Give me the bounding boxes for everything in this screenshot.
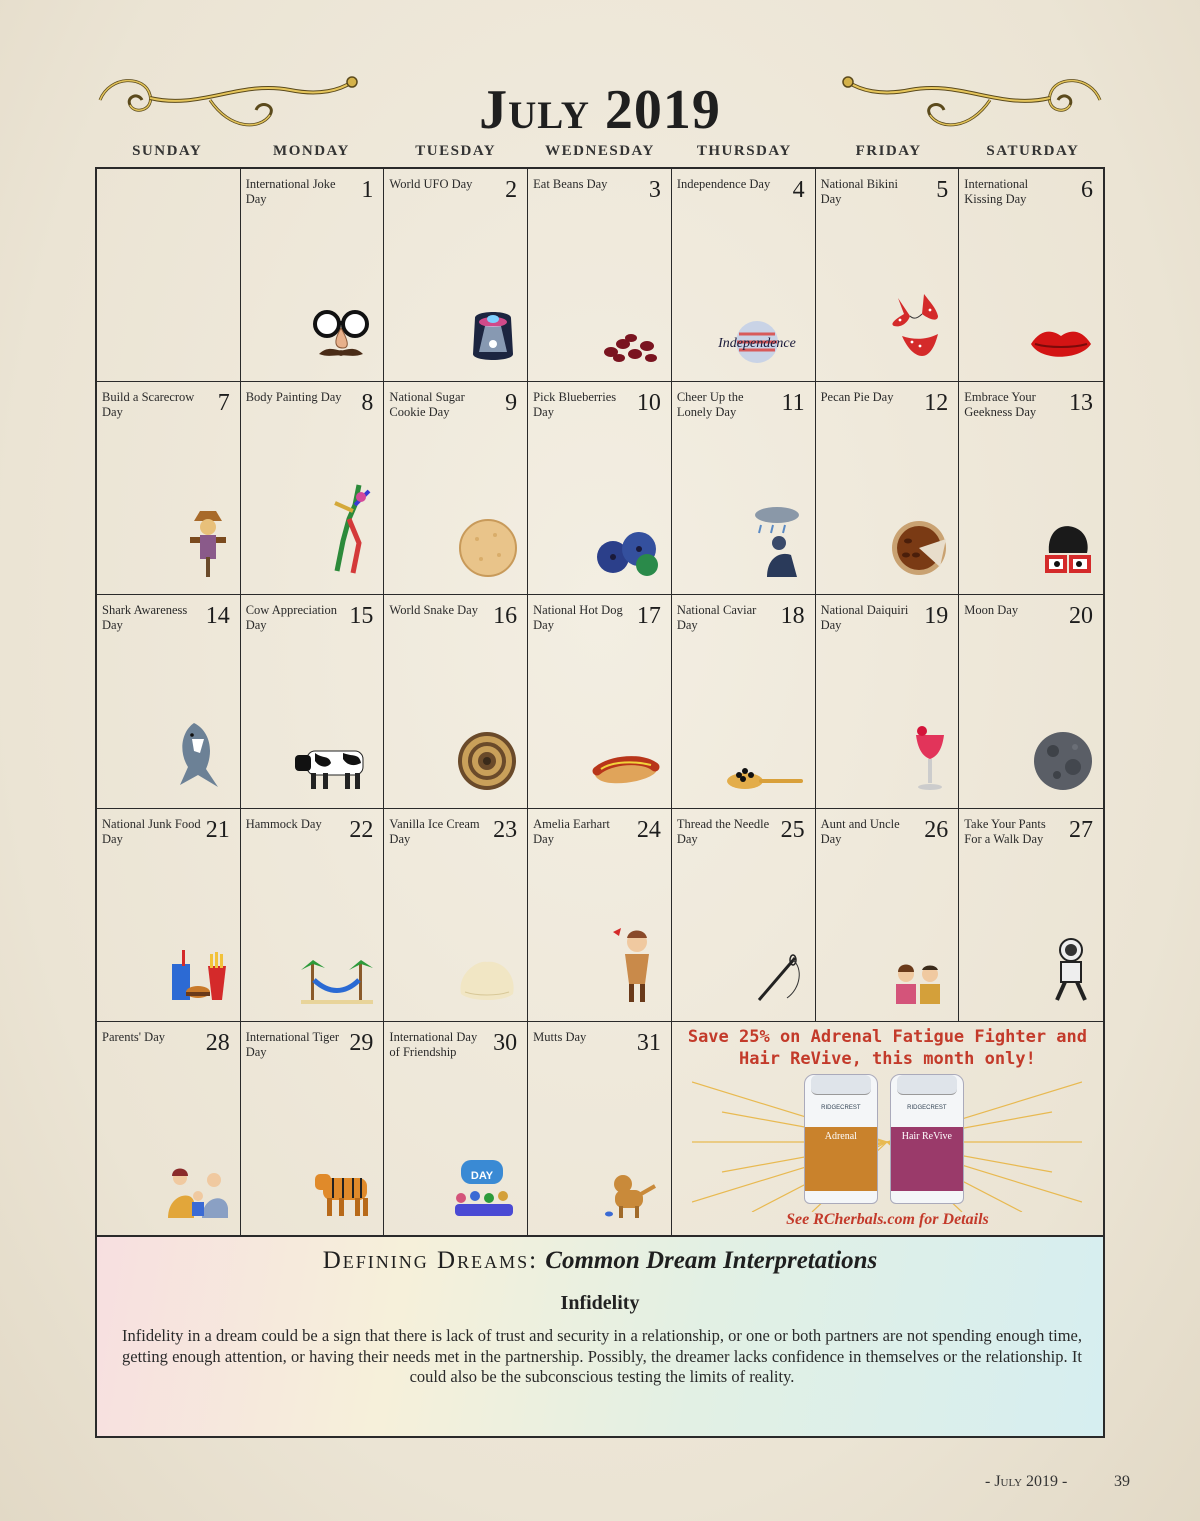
holiday-label: Thread the Needle Day (676, 816, 770, 846)
day-number: 19 (924, 603, 949, 630)
friendship-group-icon (451, 1158, 517, 1223)
day-cell-6 (959, 169, 1103, 382)
holiday-label: National Hot Dog Day (533, 603, 623, 633)
holiday-label: Pecan Pie Day (820, 390, 894, 405)
day-number: 26 (924, 816, 949, 843)
dream-body-text: Infidelity in a dream could be a sign that there is lack of trust and security in a relationship, or one or both partners are not spending enough time, getting enough attention, or having their needs met in the partnership. Possibly, the dreamer lacks confidence in themselves or the relationship. It could also be the subconscious testing the limits of reality. (122, 1326, 1082, 1386)
pecan-pie-icon (890, 519, 948, 582)
day-number: 15 (349, 603, 374, 630)
holiday-label: Cheer Up the Lonely Day (676, 390, 744, 420)
bottle-cap (811, 1075, 871, 1095)
cow-icon (293, 743, 373, 796)
day-number: 29 (349, 1029, 374, 1056)
day-cell-18 (672, 595, 816, 808)
day-number: 21 (205, 816, 230, 843)
day-number: 25 (780, 816, 805, 843)
day-cell-26 (816, 809, 960, 1022)
day-cell-21 (97, 809, 241, 1022)
bikini-icon (884, 290, 948, 369)
day-number: 3 (648, 177, 661, 203)
weekday-monday: MONDAY (273, 143, 350, 159)
promo-headline: Save 25% on Adrenal Fatigue Fighter and Hair ReVive, this month only! (687, 1026, 1087, 1069)
day-cell-2 (384, 169, 528, 382)
dream-title-sub: Common Dream Interpretations (545, 1247, 878, 1274)
holiday-label: Mutts Day (533, 1029, 587, 1044)
running-footer (985, 1473, 1067, 1491)
day-cell-28 (97, 1022, 241, 1235)
holiday-label: Embrace Your Geekness Day (964, 390, 1037, 420)
day-number: 5 (936, 177, 949, 203)
day-number: 27 (1068, 816, 1093, 843)
day-cell-11 (672, 382, 816, 595)
daiquiri-glass-icon (912, 721, 948, 796)
weekday-saturday: SATURDAY (986, 143, 1080, 159)
holiday-label: International Joke Day (245, 177, 336, 206)
weekday-header-row (95, 143, 1105, 167)
day-cell-30 (384, 1022, 528, 1235)
weekday-sunday: SUNDAY (132, 143, 203, 159)
day-cell-22 (241, 809, 385, 1022)
adrenal-label (805, 1127, 877, 1191)
holiday-label: International Kissing Day (964, 177, 1029, 206)
weekday-tuesday: TUESDAY (415, 143, 497, 159)
weekday-wednesday: WEDNESDAY (545, 143, 655, 159)
day-cell-27 (959, 809, 1103, 1022)
day-cell-24 (528, 809, 672, 1022)
bottle-brand: RIDGECREST (907, 1104, 947, 1111)
promo-advertisement (672, 1022, 1103, 1235)
bottle-brand: RIDGECREST (821, 1104, 861, 1111)
day-cell-20 (959, 595, 1103, 808)
holiday-label: Amelia Earhart Day (533, 816, 610, 846)
weekday-thursday: THURSDAY (696, 143, 792, 159)
independence-day-badge-icon (709, 320, 805, 369)
holiday-label: World Snake Day (389, 603, 478, 618)
disguise-glasses-icon (309, 308, 373, 369)
day-number: 10 (636, 390, 661, 417)
adrenal-bottle-icon (804, 1074, 878, 1204)
day-cell-19 (816, 595, 960, 808)
astronaut-walking-icon (1049, 938, 1093, 1009)
holiday-label: Moon Day (964, 603, 1019, 618)
tiger-icon (313, 1168, 373, 1223)
empty-day-cell (97, 169, 241, 382)
day-number: 23 (493, 816, 518, 843)
hair-revive-label (891, 1127, 963, 1191)
dream-topic: Infidelity (560, 1292, 640, 1314)
day-cell-5 (816, 169, 960, 382)
sad-person-rain-cloud-icon (751, 507, 805, 582)
holiday-label: Aunt and Uncle Day (820, 816, 900, 846)
ufo-icon (469, 308, 517, 369)
day-number: 11 (781, 390, 805, 417)
svg-text:Independence: Independence (717, 336, 796, 352)
needle-thread-icon (755, 948, 805, 1009)
dream-interpretation-box (95, 1237, 1105, 1438)
adrenal-product-name: Adrenal (824, 1130, 857, 1142)
day-number: 22 (349, 816, 374, 843)
day-cell-31 (528, 1022, 672, 1235)
coiled-snake-icon (457, 731, 517, 796)
hammock-palms-icon (301, 954, 373, 1009)
day-cell-15 (241, 595, 385, 808)
day-cell-12 (816, 382, 960, 595)
holiday-label: National Junk Food Day (102, 816, 201, 846)
holiday-label: International Day of Friendship (389, 1029, 478, 1059)
day-number: 8 (361, 390, 374, 417)
sunburst-graphic (692, 1062, 1082, 1212)
day-number: 30 (493, 1029, 518, 1056)
day-number: 14 (205, 603, 230, 630)
holiday-label: National Bikini Day (820, 177, 898, 206)
holiday-label: Cow Appreciation Day (245, 603, 338, 633)
aviator-icon (611, 924, 661, 1009)
dog-icon (605, 1172, 661, 1223)
day-cell-8 (241, 382, 385, 595)
blueberries-icon (595, 527, 661, 582)
day-number: 20 (1068, 603, 1093, 630)
day-number: 18 (780, 603, 805, 630)
day-cell-3 (528, 169, 672, 382)
day-number: 28 (205, 1029, 230, 1056)
page-title: July 2019 (479, 79, 721, 141)
day-cell-23 (384, 809, 528, 1022)
day-cell-16 (384, 595, 528, 808)
day-cell-1 (241, 169, 385, 382)
beans-icon (601, 324, 661, 369)
day-cell-10 (528, 382, 672, 595)
painted-dancer-icon (329, 481, 373, 582)
day-cell-25 (672, 809, 816, 1022)
svg-text:DAY: DAY (471, 1169, 494, 1182)
day-number: 16 (493, 603, 518, 630)
holiday-label: International Tiger Day (245, 1029, 340, 1059)
day-number: 12 (924, 390, 949, 417)
calendar-grid (95, 167, 1105, 1237)
holiday-label: Eat Beans Day (533, 177, 608, 191)
holiday-label: National Sugar Cookie Day (389, 390, 465, 420)
day-number: 2 (505, 177, 518, 203)
moon-icon (1033, 731, 1093, 796)
dream-section-title (97, 1247, 1103, 1275)
lips-icon (1029, 324, 1093, 369)
caviar-spoon-icon (725, 761, 805, 796)
bottle-cap (897, 1075, 957, 1095)
day-cell-7 (97, 382, 241, 595)
day-cell-13 (959, 382, 1103, 595)
footer-month: - July 2019 - (985, 1473, 1068, 1490)
parents-child-icon (164, 1168, 230, 1223)
day-cell-4 (672, 169, 816, 382)
promo-link[interactable]: See RCherbals.com for Details (786, 1210, 989, 1228)
day-number: 4 (792, 177, 805, 203)
day-number: 31 (636, 1029, 661, 1056)
holiday-label: World UFO Day (389, 177, 473, 191)
holiday-label: Independence Day (676, 177, 771, 191)
day-cell-17 (528, 595, 672, 808)
holiday-label: National Caviar Day (676, 603, 757, 633)
junk-food-icon (170, 948, 230, 1009)
dream-title-main: Defining Dreams: (322, 1247, 539, 1274)
day-number: 24 (636, 816, 661, 843)
aunt-uncle-icon (888, 964, 948, 1009)
cookie-icon (459, 519, 517, 582)
holiday-label: Hammock Day (245, 816, 322, 831)
day-number: 13 (1068, 390, 1093, 417)
hair-revive-bottle-icon (890, 1074, 964, 1204)
day-number: 9 (505, 390, 518, 417)
holiday-label: Parents' Day (102, 1029, 166, 1044)
day-cell-9 (384, 382, 528, 595)
page-number: 39 (1114, 1473, 1130, 1490)
hot-dog-icon (591, 751, 661, 796)
day-number: 1 (361, 177, 374, 203)
holiday-label: National Daiquiri Day (820, 603, 909, 633)
scarecrow-icon (186, 507, 230, 582)
hair-revive-product-name: Hair ReVive (901, 1130, 952, 1142)
weekday-friday: FRIDAY (855, 143, 922, 159)
ice-cream-scoop-icon (457, 958, 517, 1009)
day-cell-14 (97, 595, 241, 808)
shark-icon (170, 721, 230, 796)
day-cell-29 (241, 1022, 385, 1235)
geek-glasses-icon (1043, 523, 1093, 582)
day-number: 6 (1080, 177, 1093, 203)
holiday-label: Shark Awareness Day (102, 603, 188, 633)
holiday-label: Vanilla Ice Cream Day (389, 816, 480, 846)
holiday-label: Build a Scarecrow Day (102, 390, 195, 420)
day-number: 17 (636, 603, 661, 630)
holiday-label: Take Your Pants For a Walk Day (964, 816, 1046, 846)
holiday-label: Body Painting Day (245, 390, 342, 405)
holiday-label: Pick Blueberries Day (533, 390, 617, 420)
day-number: 7 (217, 390, 230, 417)
